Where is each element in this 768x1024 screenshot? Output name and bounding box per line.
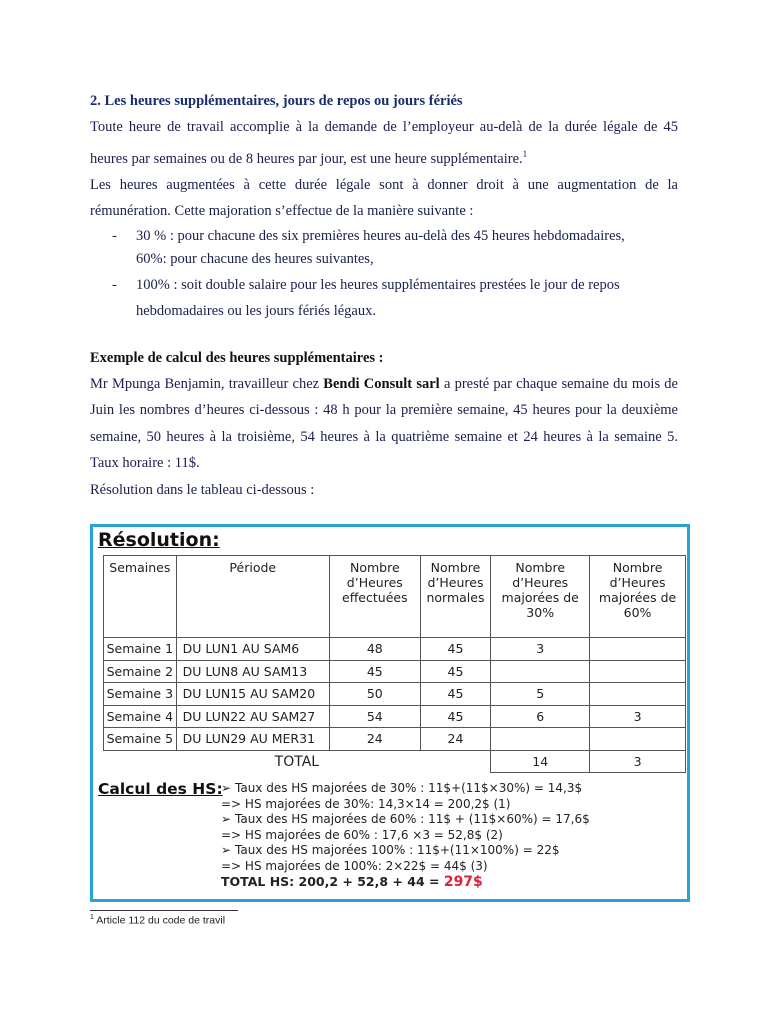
header-effectuees: Nombre d’Heures effectuées — [329, 556, 420, 638]
cell-effectuees: 24 — [329, 728, 420, 751]
example-title: Exemple de calcul des heures supplémentaires : — [90, 349, 384, 366]
bullet-dash: - — [112, 227, 117, 244]
cell-normales: 45 — [420, 660, 491, 683]
header-semaines: Semaines — [104, 556, 177, 638]
document-body — [90, 88, 678, 503]
header-maj30: Nombre d’Heures majorées de 30% — [491, 556, 590, 638]
list-item — [90, 272, 678, 325]
cell-effectuees: 45 — [329, 660, 420, 683]
paragraph-majoration: Les heures augmentées à cette durée légale sont à donner droit à une augmentation de la rémunération. Cette majoration s’effectue de la manière suivante : — [90, 176, 678, 220]
calc-lines — [221, 781, 590, 891]
cell-semaine: Semaine 4 — [104, 705, 177, 728]
bullet-dash: - — [112, 276, 117, 293]
footnote-separator — [90, 910, 238, 911]
resolution-image — [90, 524, 690, 902]
paragraph-example — [90, 371, 678, 477]
calc-line: => HS majorées de 30%: 14,3×14 = 200,2$ (1) — [221, 796, 511, 811]
cell-periode: DU LUN8 AU SAM13 — [176, 660, 329, 683]
header-normales: Nombre d’Heures normales — [420, 556, 491, 638]
cell-maj30: 3 — [491, 638, 590, 661]
total-maj30: 14 — [491, 750, 590, 773]
calc-total — [221, 874, 590, 891]
cell-normales: 24 — [420, 728, 491, 751]
resolution-title: Résolution: — [98, 529, 220, 551]
calc-line-text: Taux des HS majorées de 60% : 11$ + (11$×60%) = 17,6$ — [235, 812, 590, 826]
bullet-text: 100% : soit double salaire pour les heures supplémentaires prestées le jour de repos hebdomadaires ou les jours fériés légaux. — [136, 276, 620, 320]
cell-effectuees: 54 — [329, 705, 420, 728]
calc-line: => HS majorées de 60% : 17,6 ×3 = 52,8$ (2) — [221, 827, 503, 842]
footnote — [90, 914, 225, 927]
hours-table — [103, 555, 686, 773]
calc-line — [221, 812, 590, 828]
cell-periode: DU LUN15 AU SAM20 — [176, 683, 329, 706]
cell-semaine: Semaine 2 — [104, 660, 177, 683]
example-text-start: Mr Mpunga Benjamin, travailleur chez — [90, 375, 324, 392]
list-item: 60%: pour chacune des heures suivantes, — [136, 251, 374, 268]
calc-line — [221, 843, 590, 859]
cell-maj30: 6 — [491, 705, 590, 728]
bullet-text: 30 % : pour chacune des six premières heures au-delà des 45 heures hebdomadaires, — [136, 227, 625, 244]
section-heading: 2. Les heures supplémentaires, jours de repos ou jours fériés — [90, 93, 463, 109]
footnote-number: 1 — [90, 914, 94, 921]
cell-normales: 45 — [420, 638, 491, 661]
calc-line: => HS majorées de 100%: 2×22$ = 44$ (3) — [221, 858, 488, 873]
header-periode: Période — [176, 556, 329, 638]
calc-total-value: 297$ — [443, 874, 483, 890]
paragraph-definition-text: Toute heure de travail accomplie à la demande de l’employeur au-delà de la durée légale de 45 heures par semaines ou de 8 heures par jour, est une heure supplémentaire. — [90, 119, 678, 167]
table-row — [104, 728, 686, 751]
arrow-icon: ➢ — [221, 812, 232, 826]
cell-maj30 — [491, 660, 590, 683]
cell-maj30 — [491, 728, 590, 751]
table-header-row — [104, 556, 686, 638]
calc-line-text: Taux des HS majorées de 30% : 11$+(11$×30%) = 14,3$ — [235, 781, 583, 795]
resolution-intro: Résolution dans le tableau ci-dessous : — [90, 481, 315, 498]
arrow-icon: ➢ — [221, 843, 232, 857]
table-row — [104, 660, 686, 683]
cell-maj60 — [590, 660, 686, 683]
cell-normales: 45 — [420, 683, 491, 706]
footnote-ref: 1 — [522, 148, 528, 159]
cell-periode: DU LUN29 AU MER31 — [176, 728, 329, 751]
total-maj60: 3 — [590, 750, 686, 773]
cell-maj60 — [590, 683, 686, 706]
calc-line — [221, 781, 590, 797]
total-label: TOTAL — [104, 750, 491, 773]
company-name: Bendi Consult sarl — [323, 375, 440, 392]
header-maj60: Nombre d’Heures majorées de 60% — [590, 556, 686, 638]
cell-maj30: 5 — [491, 683, 590, 706]
cell-semaine: Semaine 3 — [104, 683, 177, 706]
cell-maj60: 3 — [590, 705, 686, 728]
arrow-icon: ➢ — [221, 781, 232, 795]
cell-semaine: Semaine 1 — [104, 638, 177, 661]
table-total-row — [104, 750, 686, 773]
cell-periode: DU LUN1 AU SAM6 — [176, 638, 329, 661]
paragraph-definition — [90, 114, 678, 172]
cell-semaine: Semaine 5 — [104, 728, 177, 751]
cell-maj60 — [590, 728, 686, 751]
table-row — [104, 705, 686, 728]
list-item — [90, 225, 678, 249]
calc-title: Calcul des HS: — [98, 780, 223, 798]
example-text-end: a presté par chaque semaine du mois de Juin les nombres d’heures ci-dessous : 48 h pour la première semaine, 45 heures pour la deuxième semaine, 50 heures à la troisième, 54 heures à la quatrième semaine et 24 heures à la semaine 5. Taux horaire : 11$. — [90, 375, 678, 472]
calc-total-text: TOTAL HS: 200,2 + 52,8 + 44 = — [221, 874, 444, 889]
table-row — [104, 638, 686, 661]
cell-effectuees: 48 — [329, 638, 420, 661]
calc-line-text: Taux des HS majorées 100% : 11$+(11×100%) = 22$ — [235, 843, 560, 857]
footnote-text: Article 112 du code de travil — [96, 914, 226, 927]
cell-maj60 — [590, 638, 686, 661]
majoration-list — [90, 225, 678, 325]
cell-effectuees: 50 — [329, 683, 420, 706]
table-row — [104, 683, 686, 706]
cell-normales: 45 — [420, 705, 491, 728]
cell-periode: DU LUN22 AU SAM27 — [176, 705, 329, 728]
